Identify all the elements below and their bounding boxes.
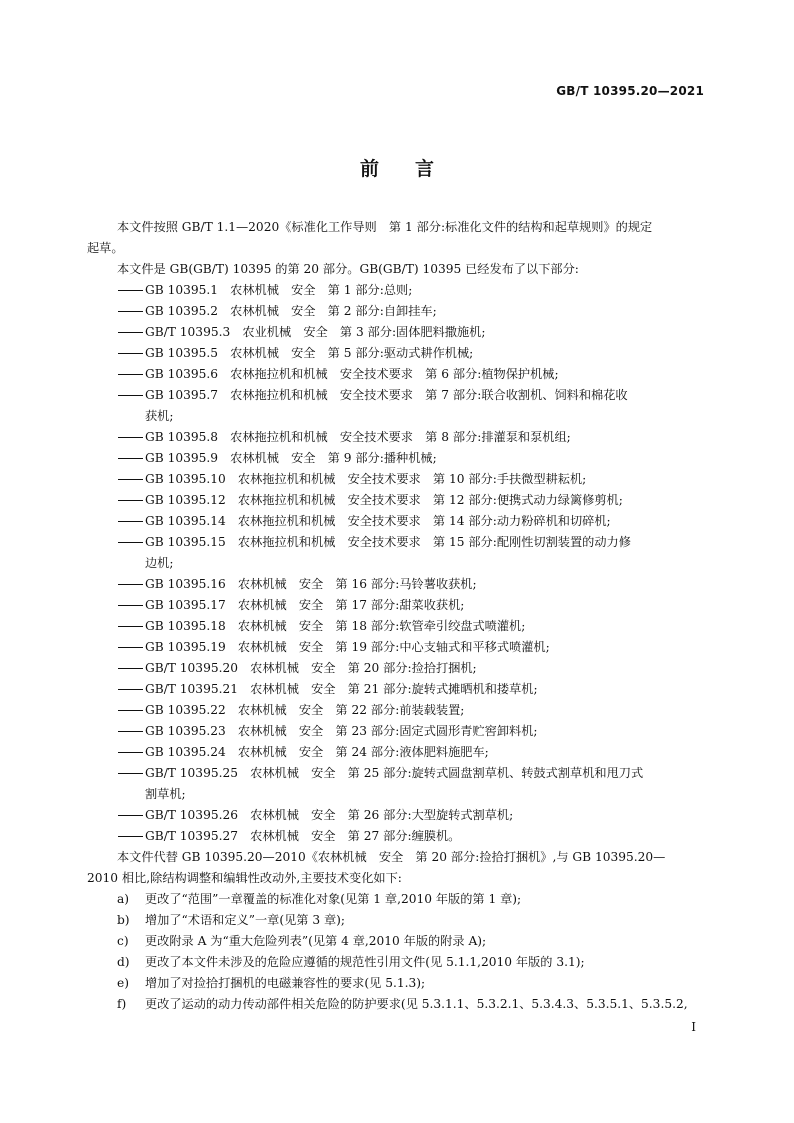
list-item-text: GB 10395.22 农林机械 安全 第 22 部分:前装载装置; — [145, 703, 465, 717]
intro-line-1: 本文件按照 GB/T 1.1—2020《标准化工作导则 第 1 部分:标准化文件的结构和起草规则》的规定 — [117, 220, 653, 234]
list-item-text: 更改了本文件未涉及的危险应遵循的规范性引用文件(见 5.1.1,2010 年版的 3.1); — [145, 955, 585, 969]
list-item-text-cont: 边机; — [145, 556, 174, 570]
list-item — [117, 280, 705, 301]
list-item-letter: c) — [117, 934, 129, 948]
page-number: I — [691, 1020, 696, 1034]
list-item-text-cont: 获机; — [145, 409, 174, 423]
list-item — [117, 322, 705, 343]
list-item — [117, 427, 705, 448]
list-item-text: 更改了运动的动力传动部件相关危险的防护要求(见 5.3.1.1、5.3.2.1、5.3.4.3、5.3.5.1、5.3.5.2, — [145, 997, 688, 1011]
list-item-text: GB 10395.15 农林拖拉机和机械 安全技术要求 第 15 部分:配刚性切割装置的动力修 — [145, 535, 631, 549]
list-item — [117, 343, 705, 364]
list-item — [117, 616, 705, 637]
list-item-text: GB 10395.2 农林机械 安全 第 2 部分:自卸挂车; — [145, 304, 437, 318]
list-item-text: 更改了“范围”一章覆盖的标准化对象(见第 1 章,2010 年版的第 1 章); — [145, 892, 522, 906]
list-item-text-cont: 割草机; — [145, 787, 186, 801]
replace-line-1-cont: 2010 相比,除结构调整和编辑性改动外,主要技术变化如下: — [87, 871, 402, 885]
list-item-text: GB 10395.7 农林拖拉机和机械 安全技术要求 第 7 部分:联合收割机、饲料和棉花收 — [145, 388, 628, 402]
list-item — [117, 301, 705, 322]
replace-line-1: 本文件代替 GB 10395.20—2010《农林机械 安全 第 20 部分:捡拾打捆机》,与 GB 10395.20— — [117, 850, 666, 864]
list-item-text: 增加了对捡拾打捆机的电磁兼容性的要求(见 5.1.3); — [145, 976, 426, 990]
intro-line-1-cont: 起草。 — [87, 241, 124, 255]
list-item — [117, 742, 705, 763]
list-item-text: GB 10395.10 农林拖拉机和机械 安全技术要求 第 10 部分:手扶微型耕耘机; — [145, 472, 587, 486]
list-item — [117, 910, 705, 931]
list-item-text: GB/T 10395.3 农业机械 安全 第 3 部分:固体肥料撒施机; — [145, 325, 486, 339]
list-item-text: GB 10395.23 农林机械 安全 第 23 部分:固定式圆形青贮窖卸料机; — [145, 724, 538, 738]
list-item — [117, 490, 705, 511]
page-title — [0, 154, 794, 181]
list-item-letter: d) — [117, 955, 130, 969]
list-item — [117, 931, 705, 952]
list-item — [117, 889, 705, 910]
list-item — [117, 511, 705, 532]
list-item-text: GB/T 10395.25 农林机械 安全 第 25 部分:旋转式圆盘割草机、转鼓式割草机和甩刀式 — [145, 766, 644, 780]
list-item-letter: a) — [117, 892, 130, 906]
list-item-text: GB 10395.6 农林拖拉机和机械 安全技术要求 第 6 部分:植物保护机械; — [145, 367, 559, 381]
list-item — [117, 805, 705, 826]
list-item — [117, 721, 705, 742]
title-char-1: 前 — [359, 158, 379, 180]
list-item — [117, 385, 705, 427]
list-item-text: 更改附录 A 为“重大危险列表”(见第 4 章,2010 年版的附录 A); — [145, 934, 487, 948]
list-item-letter: f) — [117, 997, 127, 1011]
standard-code: GB/T 10395.20—2021 — [556, 84, 704, 98]
list-item-text: GB 10395.1 农林机械 安全 第 1 部分:总则; — [145, 283, 413, 297]
list-item-letter: b) — [117, 913, 130, 927]
list-item — [117, 994, 705, 1015]
list-item — [117, 448, 705, 469]
list-item-text: GB 10395.17 农林机械 安全 第 17 部分:甜菜收获机; — [145, 598, 465, 612]
list-item — [117, 952, 705, 973]
list-item-text: GB 10395.24 农林机械 安全 第 24 部分:液体肥料施肥车; — [145, 745, 489, 759]
list-item-text: GB 10395.18 农林机械 安全 第 18 部分:软管牵引绞盘式喷灌机; — [145, 619, 526, 633]
replace-paragraph — [87, 847, 705, 889]
list-item-text: GB 10395.8 农林拖拉机和机械 安全技术要求 第 8 部分:排灌泵和泵机组; — [145, 430, 571, 444]
intro-paragraph — [87, 217, 705, 259]
list-item-text: GB 10395.14 农林拖拉机和机械 安全技术要求 第 14 部分:动力粉碎机和切碎机; — [145, 514, 611, 528]
list-item-text: GB/T 10395.26 农林机械 安全 第 26 部分:大型旋转式割草机; — [145, 808, 514, 822]
list-item-text: GB 10395.12 农林拖拉机和机械 安全技术要求 第 12 部分:便携式动力绿篱修剪机; — [145, 493, 623, 507]
parts-list — [117, 280, 705, 847]
list-item — [117, 574, 705, 595]
list-item — [117, 637, 705, 658]
list-item-text: GB/T 10395.21 农林机械 安全 第 21 部分:旋转式摊晒机和搂草机; — [145, 682, 538, 696]
list-item — [117, 532, 705, 574]
list-item-text: 增加了“术语和定义”一章(见第 3 章); — [145, 913, 346, 927]
list-item-text: GB 10395.5 农林机械 安全 第 5 部分:驱动式耕作机械; — [145, 346, 474, 360]
list-item — [117, 364, 705, 385]
list-item — [117, 595, 705, 616]
title-char-2: 言 — [415, 158, 435, 180]
list-item — [117, 658, 705, 679]
list-item-letter: e) — [117, 976, 129, 990]
list-item-text: GB 10395.19 农林机械 安全 第 19 部分:中心支轴式和平移式喷灌机; — [145, 640, 550, 654]
list-item-text: GB 10395.9 农林机械 安全 第 9 部分:播种机械; — [145, 451, 437, 465]
list-item-text: GB/T 10395.27 农林机械 安全 第 27 部分:缠膜机。 — [145, 829, 461, 843]
list-item — [117, 826, 705, 847]
list-item — [117, 973, 705, 994]
list-item — [117, 763, 705, 805]
list-item — [117, 700, 705, 721]
changes-list — [117, 889, 705, 1015]
list-item-text: GB/T 10395.20 农林机械 安全 第 20 部分:捡拾打捆机; — [145, 661, 477, 675]
list-item-text: GB 10395.16 农林机械 安全 第 16 部分:马铃薯收获机; — [145, 577, 477, 591]
list-item — [117, 469, 705, 490]
list-item — [117, 679, 705, 700]
intro-paragraph-2: 本文件是 GB(GB/T) 10395 的第 20 部分。GB(GB/T) 10395 已经发布了以下部分: — [117, 262, 579, 276]
document-body — [87, 217, 705, 1015]
